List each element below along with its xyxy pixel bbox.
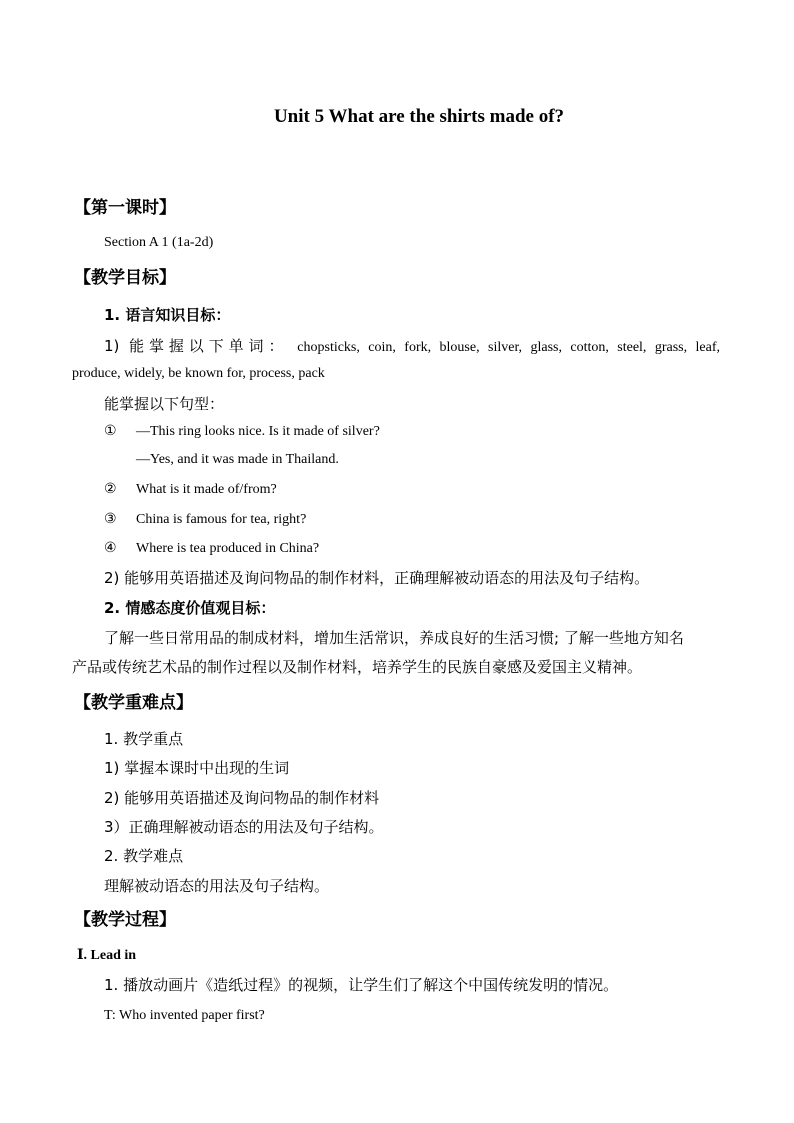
emotion-heading: 2. 情感态度价值观目标：	[104, 599, 276, 617]
sentence-mark: ③	[104, 512, 117, 527]
sentence-item	[104, 511, 306, 528]
difficulty-heading: 2. 教学难点	[104, 847, 184, 865]
objective-point-2: 2) 能够用英语描述及询问物品的制作材料，正确理解被动语态的用法及句子结构。	[104, 569, 650, 587]
sentence-item	[104, 481, 277, 498]
sentence-text: What is it made of/from?	[136, 482, 277, 497]
focus-item: 2) 能够用英语描述及询问物品的制作材料	[104, 789, 380, 807]
sentences-intro: 能掌握以下句型：	[104, 395, 225, 413]
vocab-intro: 1) 能掌握以下单词：	[104, 337, 289, 355]
vocab-line2: produce, widely, be known for, process, pack	[72, 366, 325, 381]
sentence-text: China is famous for tea, right?	[136, 512, 307, 527]
sentence-text: —This ring looks nice. Is it made of silver?	[136, 424, 380, 439]
lead-in-item: 1. 播放动画片《造纸过程》的视频，让学生们了解这个中国传统发明的情况。	[104, 976, 619, 994]
lead-in-heading: Ⅰ. Lead in	[77, 948, 137, 963]
sentence-mark: ②	[104, 482, 117, 497]
focus-heading: 1. 教学重点	[104, 730, 184, 748]
emotion-line1: 了解一些日常用品的制成材料，增加生活常识，养成良好的生活习惯; 了解一些地方知名	[104, 629, 684, 647]
section-label: Section A 1 (1a-2d)	[104, 235, 214, 250]
sentence-text: —Yes, and it was made in Thailand.	[136, 452, 339, 467]
sentence-item	[104, 540, 319, 557]
emotion-line2: 产品或传统艺术品的制作过程以及制作材料，培养学生的民族自豪感及爱国主义精神。	[72, 658, 643, 676]
vocab-line1	[104, 335, 720, 356]
sentence-mark: ④	[104, 541, 117, 556]
vocab-words: chopsticks, coin, fork, blouse, silver, glass, cotton, steel, grass, leaf,	[297, 340, 721, 355]
lesson1-heading: 【第一课时】	[74, 198, 176, 218]
focus-item: 3）正确理解被动语态的用法及句子结构。	[104, 818, 384, 836]
process-heading: 【教学过程】	[74, 910, 176, 930]
focus-item: 1) 掌握本课时中出现的生词	[104, 759, 290, 777]
knowledge-heading: 1. 语言知识目标：	[104, 306, 231, 324]
sentence-item	[104, 423, 380, 440]
sentence-text: Where is tea produced in China?	[136, 541, 320, 556]
sentence-mark: ①	[104, 424, 117, 439]
lead-in-question: T: Who invented paper first?	[104, 1008, 265, 1023]
difficulty-text: 理解被动语态的用法及句子结构。	[104, 877, 330, 895]
document-title: Unit 5 What are the shirts made of?	[273, 106, 565, 127]
sentence-item	[104, 452, 339, 468]
objectives-heading: 【教学目标】	[74, 268, 176, 288]
key-points-heading: 【教学重难点】	[74, 693, 193, 713]
